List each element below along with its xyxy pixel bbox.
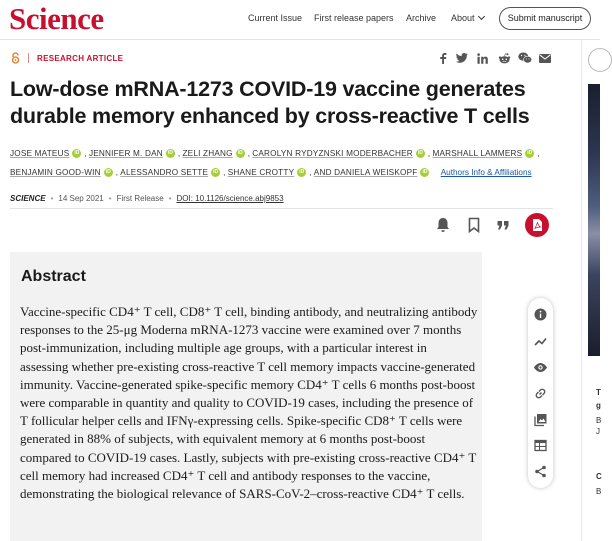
authors-info-link[interactable]: Authors Info & Affiliations (440, 168, 532, 177)
divider (10, 208, 553, 209)
orcid-icon[interactable]: iD (299, 169, 305, 176)
pdf-download-button[interactable] (525, 213, 549, 237)
chevron-down-icon (477, 13, 484, 20)
orcid-icon[interactable]: iD (527, 150, 533, 157)
abstract-heading: Abstract (21, 268, 86, 285)
orcid-icon[interactable]: iD (237, 150, 243, 157)
author-link[interactable]: ZELI ZHANG (182, 149, 233, 158)
release-status: First Release (116, 194, 164, 203)
article-title: Low-dose mRNA-1273 COVID-19 vaccine generates durable memory enhanced by cross-reactive T cells (10, 77, 530, 128)
share-icon[interactable] (533, 464, 548, 479)
nav-archive[interactable]: Archive (406, 13, 437, 23)
sidebar-button[interactable] (588, 48, 612, 72)
nav-current-issue[interactable]: Current Issue (248, 13, 303, 23)
sidebar-divider (581, 40, 582, 541)
publication-date: 14 Sep 2021 (58, 194, 104, 203)
sidebar-snippet: J (596, 427, 600, 436)
view-icon[interactable] (533, 360, 548, 375)
sidebar-snippet: B (596, 487, 602, 496)
orcid-icon[interactable]: iD (213, 169, 219, 176)
sidebar-snippet[interactable]: C (596, 472, 602, 481)
open-access-icon (11, 52, 20, 64)
abstract-section (10, 252, 482, 541)
nav-about-label: About (451, 13, 475, 23)
bell-icon[interactable] (434, 216, 452, 234)
figures-icon[interactable] (533, 412, 548, 427)
type-separator (28, 53, 29, 63)
orcid-icon[interactable]: iD (422, 169, 428, 176)
twitter-icon[interactable] (455, 51, 469, 65)
nav-about[interactable] (451, 13, 484, 23)
facebook-icon[interactable] (437, 51, 449, 65)
bookmark-icon[interactable] (465, 216, 483, 234)
author-link[interactable]: MARSHALL LAMMERS (432, 149, 523, 158)
orcid-icon[interactable]: iD (167, 150, 173, 157)
orcid-icon[interactable]: iD (74, 150, 80, 157)
wechat-icon[interactable] (517, 51, 532, 65)
sidebar-cover-image[interactable] (588, 84, 600, 356)
author-link[interactable]: AND DANIELA WEISKOPF (313, 168, 418, 177)
linkedin-icon[interactable] (476, 51, 489, 65)
orcid-icon[interactable]: iD (105, 169, 111, 176)
article-type: RESEARCH ARTICLE (37, 54, 124, 63)
orcid-icon[interactable]: iD (417, 150, 423, 157)
article-tools-toolbar (528, 298, 553, 488)
pdf-icon (525, 213, 549, 237)
author-link[interactable]: JENNIFER M. DAN (88, 149, 163, 158)
sidebar-snippet[interactable]: T (596, 388, 601, 397)
table-icon[interactable] (533, 438, 548, 453)
author-link[interactable]: BENJAMIN GOOD-WIN (10, 168, 101, 177)
reddit-icon[interactable] (497, 51, 511, 65)
author-link[interactable]: SHANE CROTTY (227, 168, 295, 177)
quote-icon[interactable] (494, 216, 512, 234)
email-icon[interactable] (538, 51, 551, 65)
info-icon[interactable] (533, 307, 548, 322)
author-link[interactable]: CAROLYN RYDYZNSKI MODERBACHER (252, 149, 413, 158)
metrics-icon[interactable] (533, 334, 548, 349)
author-link[interactable]: JOSE MATEUS (10, 149, 70, 158)
link-icon[interactable] (533, 386, 548, 401)
abstract-text: Vaccine-specific CD4⁺ T cell, CD8⁺ T cell, binding antibody, and neutralizing antibody responses to the 25-μg Moderna mRNA-1273 vaccine were examined over 7 months post-immunization, including multiple age groups, with a particular interest in assessing whether pre-existing cross-reactive T cell memory impacts vaccine-generated immunity. Vaccine-generated spike-specific memory CD4⁺ T cells 6 months post-boost were comparable in quantity and quality to COVID-19 cases, including the presence of T follicular helper cells and IFNγ-expressing cells. Spike-specific CD8⁺ T cells were generated in 88% of subjects, with equivalent memory at 6 months post-boost compared to COVID-19 cases. Lastly, subjects with pre-existing cross-reactive CD4⁺ T cell memory had increased CD4⁺ T cell and antibody responses to the vaccine, demonstrating the biological relevance of SARS-CoV-2–cross-reactive CD4⁺ T cells. (20, 304, 478, 502)
journal-name[interactable]: SCIENCE (10, 194, 46, 203)
separator-dot: • (108, 194, 112, 203)
science-logo[interactable]: Science (9, 1, 104, 36)
separator-dot: • (168, 194, 172, 203)
author-link[interactable]: ALESSANDRO SETTE (120, 168, 209, 177)
doi-link[interactable]: DOI: 10.1126/science.abj9853 (176, 194, 284, 203)
sidebar-snippet: B (596, 416, 602, 425)
site-header (0, 0, 600, 40)
author-list: JOSE MATEUS iD , JENNIFER M. DAN iD , ZELI ZHANG iD , CAROLYN RYDYZNSKI MODERBACHER iD , MARSHALL LAMMERS iD , BENJAMIN GOOD-WIN iD , ALESSANDRO SETTE iD , SHANE CROTTY iD , AND DANIELA WEISKOPF iD Authors Info & Affiliations (10, 149, 540, 177)
sidebar-snippet[interactable]: g (596, 401, 601, 410)
nav-first-release[interactable]: First release papers (314, 13, 394, 23)
publication-info (10, 194, 284, 203)
submit-manuscript-button[interactable]: Submit manuscript (499, 7, 591, 30)
separator-dot: • (50, 194, 54, 203)
